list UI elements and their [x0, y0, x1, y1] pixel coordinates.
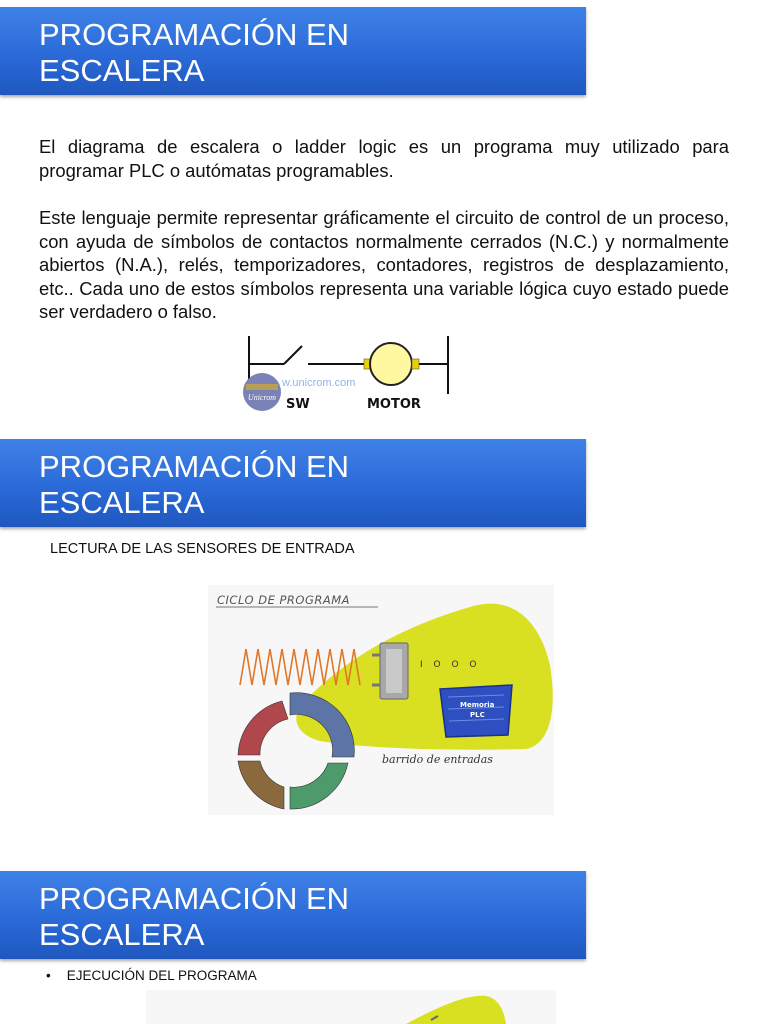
memory-label-1: Memoria: [460, 701, 495, 709]
switch-label: SW: [286, 397, 310, 412]
slide3-title-line1: PROGRAMACIÓN EN: [39, 881, 350, 916]
slide2-title-line2: ESCALERA: [39, 485, 205, 520]
slide3-bullet: [46, 968, 257, 983]
slide2-title-banner: [0, 439, 586, 527]
program-cycle-figure: [208, 585, 554, 815]
bullet-text: EJECUCIÓN DEL PROGRAMA: [66, 968, 257, 983]
slide2-title-line1: PROGRAMACIÓN EN: [39, 449, 350, 484]
bullet-symbol: •: [46, 968, 51, 983]
execution-figure-partial: [146, 990, 556, 1024]
io-label: I O O O: [420, 660, 481, 670]
figure-heading: CICLO DE PROGRAMA: [217, 593, 351, 607]
switch-icon: [284, 346, 302, 364]
slide3-title-banner: [0, 871, 586, 959]
slide1-title-line2: ESCALERA: [39, 53, 205, 88]
slide1-paragraph-2: Este lenguaje permite representar gráficamente el circuito de control de un proceso, con ayuda de símbolos de contactos normalmente cerrados (N.C.) y normalmente abiertos (N.A.), relés, temporizadores, contadores, registros de desplazamiento, etc.. Cada uno de estos símbolos representa una variable lógica cuyo estado puede ser verdadero o falso.: [39, 207, 729, 323]
ladder-diagram: [238, 334, 454, 414]
slide3-title-line2: ESCALERA: [39, 917, 205, 952]
motor-icon: [370, 343, 412, 385]
slide1-title-line1: PROGRAMACIÓN EN: [39, 17, 350, 52]
slide1-title-banner: [0, 7, 586, 95]
figure-caption: barrido de entradas: [382, 753, 493, 766]
unicrom-logo: [243, 373, 281, 411]
motor-label: MOTOR: [367, 397, 421, 412]
slide1-paragraph-1: El diagrama de escalera o ladder logic es un programa muy utilizado para programar PLC o autómatas programables.: [39, 136, 729, 181]
slide2-subtitle: LECTURA DE LAS SENSORES DE ENTRADA: [50, 541, 355, 557]
watermark-text: w.unicrom.com: [282, 377, 356, 389]
logo-text: Unicrom: [247, 393, 277, 402]
memory-label-2: PLC: [470, 711, 485, 719]
